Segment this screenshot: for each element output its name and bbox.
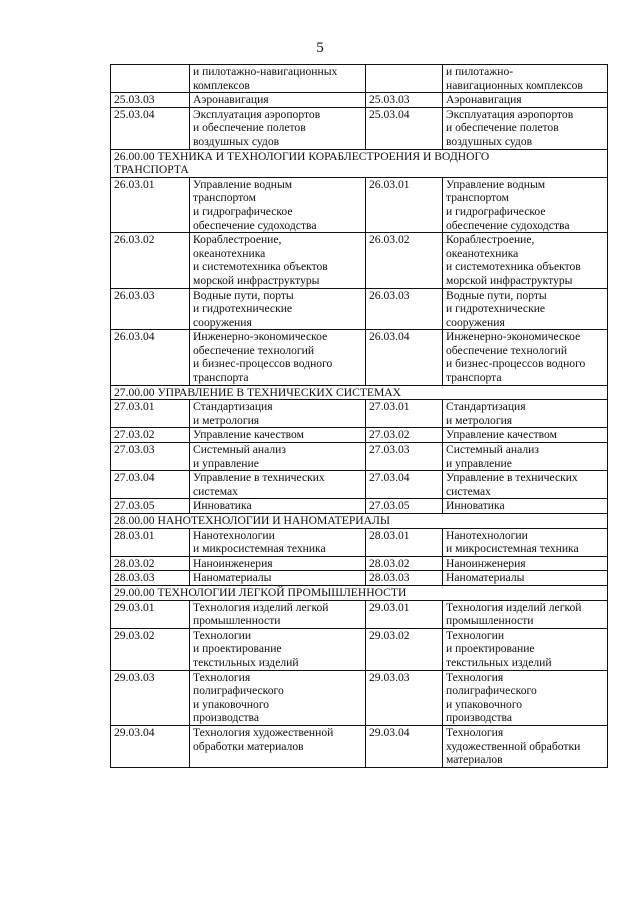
- name-cell-old: Технология изделий легкой промышленности: [190, 600, 366, 628]
- code-cell-old: 27.03.05: [111, 499, 190, 514]
- name-cell-old: и пилотажно-навигационных комплексов: [190, 65, 366, 93]
- code-cell-old: 26.03.03: [111, 288, 190, 330]
- code-cell-new: 27.03.01: [366, 400, 443, 428]
- specialties-table: [110, 64, 608, 768]
- code-cell-new: 29.03.04: [366, 725, 443, 767]
- name-cell-old: Кораблестроение, океанотехника и системотехника объектов морской инфраструктуры: [190, 233, 366, 288]
- table-row: [111, 571, 608, 586]
- table-body: [111, 65, 608, 768]
- name-cell-old: Технология художественной обработки материалов: [190, 725, 366, 767]
- code-cell-new: 27.03.04: [366, 471, 443, 499]
- name-cell-new: Управление качеством: [443, 428, 608, 443]
- table-row: [111, 93, 608, 108]
- code-cell-old: 29.03.03: [111, 670, 190, 725]
- name-cell-old: Инженерно-экономическое обеспечение технологий и бизнес-процессов водного транспорта: [190, 330, 366, 385]
- name-cell-new: Эксплуатация аэропортов и обеспечение полетов воздушных судов: [443, 107, 608, 149]
- code-cell-new: 25.03.04: [366, 107, 443, 149]
- code-cell-new: 28.03.02: [366, 556, 443, 571]
- code-cell-new: 29.03.01: [366, 600, 443, 628]
- table-row: [111, 528, 608, 556]
- table-row: [111, 428, 608, 443]
- code-cell-old: 25.03.03: [111, 93, 190, 108]
- code-cell-new: 28.03.03: [366, 571, 443, 586]
- name-cell-new: Технология полиграфического и упаковочного производства: [443, 670, 608, 725]
- table-row: [111, 471, 608, 499]
- table-row: [111, 65, 608, 93]
- name-cell-old: Управление качеством: [190, 428, 366, 443]
- table-row: [111, 628, 608, 670]
- code-cell-new: 29.03.02: [366, 628, 443, 670]
- code-cell-new: 25.03.03: [366, 93, 443, 108]
- table-row: [111, 725, 608, 767]
- table-row: [111, 233, 608, 288]
- name-cell-new: Технология изделий легкой промышленности: [443, 600, 608, 628]
- section-row: [111, 585, 608, 600]
- code-cell-new: 26.03.04: [366, 330, 443, 385]
- name-cell-old: Инноватика: [190, 499, 366, 514]
- code-cell-old: 27.03.01: [111, 400, 190, 428]
- name-cell-new: Водные пути, порты и гидротехнические сооружения: [443, 288, 608, 330]
- code-cell-old: 26.03.01: [111, 177, 190, 232]
- code-cell-new: 26.03.03: [366, 288, 443, 330]
- name-cell-old: Управление водным транспортом и гидрографическое обеспечение судоходства: [190, 177, 366, 232]
- section-title: 26.00.00 ТЕХНИКА И ТЕХНОЛОГИИ КОРАБЛЕСТРОЕНИЯ И ВОДНОГО ТРАНСПОРТА: [111, 149, 608, 177]
- page-number: 5: [316, 40, 324, 56]
- code-cell-old: 29.03.04: [111, 725, 190, 767]
- name-cell-new: Наноинженерия: [443, 556, 608, 571]
- name-cell-new: Технология художественной обработки материалов: [443, 725, 608, 767]
- section-title: 27.00.00 УПРАВЛЕНИЕ В ТЕХНИЧЕСКИХ СИСТЕМАХ: [111, 385, 608, 400]
- table-row: [111, 600, 608, 628]
- section-title: 29.00.00 ТЕХНОЛОГИИ ЛЕГКОЙ ПРОМЫШЛЕННОСТИ: [111, 585, 608, 600]
- code-cell-old: 26.03.02: [111, 233, 190, 288]
- name-cell-old: Технологии и проектирование текстильных изделий: [190, 628, 366, 670]
- code-cell-old: 28.03.03: [111, 571, 190, 586]
- name-cell-old: Стандартизация и метрология: [190, 400, 366, 428]
- code-cell-new: [366, 65, 443, 93]
- table-row: [111, 177, 608, 232]
- table-row: [111, 400, 608, 428]
- name-cell-new: Кораблестроение, океанотехника и системотехника объектов морской инфраструктуры: [443, 233, 608, 288]
- name-cell-new: Стандартизация и метрология: [443, 400, 608, 428]
- name-cell-old: Наноматериалы: [190, 571, 366, 586]
- name-cell-new: Аэронавигация: [443, 93, 608, 108]
- section-title: 28.00.00 НАНОТЕХНОЛОГИИ И НАНОМАТЕРИАЛЫ: [111, 514, 608, 529]
- code-cell-old: 29.03.01: [111, 600, 190, 628]
- section-row: [111, 149, 608, 177]
- name-cell-new: Управление водным транспортом и гидрографическое обеспечение судоходства: [443, 177, 608, 232]
- code-cell-old: 29.03.02: [111, 628, 190, 670]
- name-cell-new: Управление в технических системах: [443, 471, 608, 499]
- code-cell-new: 27.03.03: [366, 443, 443, 471]
- name-cell-old: Нанотехнологии и микросистемная техника: [190, 528, 366, 556]
- table-row: [111, 670, 608, 725]
- name-cell-new: Технологии и проектирование текстильных изделий: [443, 628, 608, 670]
- name-cell-old: Аэронавигация: [190, 93, 366, 108]
- name-cell-old: Эксплуатация аэропортов и обеспечение полетов воздушных судов: [190, 107, 366, 149]
- name-cell-new: Нанотехнологии и микросистемная техника: [443, 528, 608, 556]
- section-row: [111, 514, 608, 529]
- name-cell-old: Технология полиграфического и упаковочного производства: [190, 670, 366, 725]
- name-cell-new: Инноватика: [443, 499, 608, 514]
- name-cell-old: Управление в технических системах: [190, 471, 366, 499]
- table-row: [111, 107, 608, 149]
- name-cell-new: Системный анализ и управление: [443, 443, 608, 471]
- code-cell-old: 28.03.02: [111, 556, 190, 571]
- name-cell-new: Инженерно-экономическое обеспечение технологий и бизнес-процессов водного транспорта: [443, 330, 608, 385]
- name-cell-old: Наноинженерия: [190, 556, 366, 571]
- name-cell-old: Водные пути, порты и гидротехнические сооружения: [190, 288, 366, 330]
- code-cell-new: 26.03.02: [366, 233, 443, 288]
- table-row: [111, 443, 608, 471]
- name-cell-new: Наноматериалы: [443, 571, 608, 586]
- code-cell-new: 26.03.01: [366, 177, 443, 232]
- table-row: [111, 288, 608, 330]
- code-cell-new: 28.03.01: [366, 528, 443, 556]
- table-row: [111, 556, 608, 571]
- table-row: [111, 499, 608, 514]
- section-row: [111, 385, 608, 400]
- code-cell-old: 28.03.01: [111, 528, 190, 556]
- code-cell-new: 29.03.03: [366, 670, 443, 725]
- code-cell-old: [111, 65, 190, 93]
- name-cell-new: и пилотажно- навигационных комплексов: [443, 65, 608, 93]
- code-cell-old: 27.03.02: [111, 428, 190, 443]
- code-cell-new: 27.03.02: [366, 428, 443, 443]
- code-cell-new: 27.03.05: [366, 499, 443, 514]
- code-cell-old: 26.03.04: [111, 330, 190, 385]
- code-cell-old: 25.03.04: [111, 107, 190, 149]
- name-cell-old: Системный анализ и управление: [190, 443, 366, 471]
- code-cell-old: 27.03.03: [111, 443, 190, 471]
- table-row: [111, 330, 608, 385]
- code-cell-old: 27.03.04: [111, 471, 190, 499]
